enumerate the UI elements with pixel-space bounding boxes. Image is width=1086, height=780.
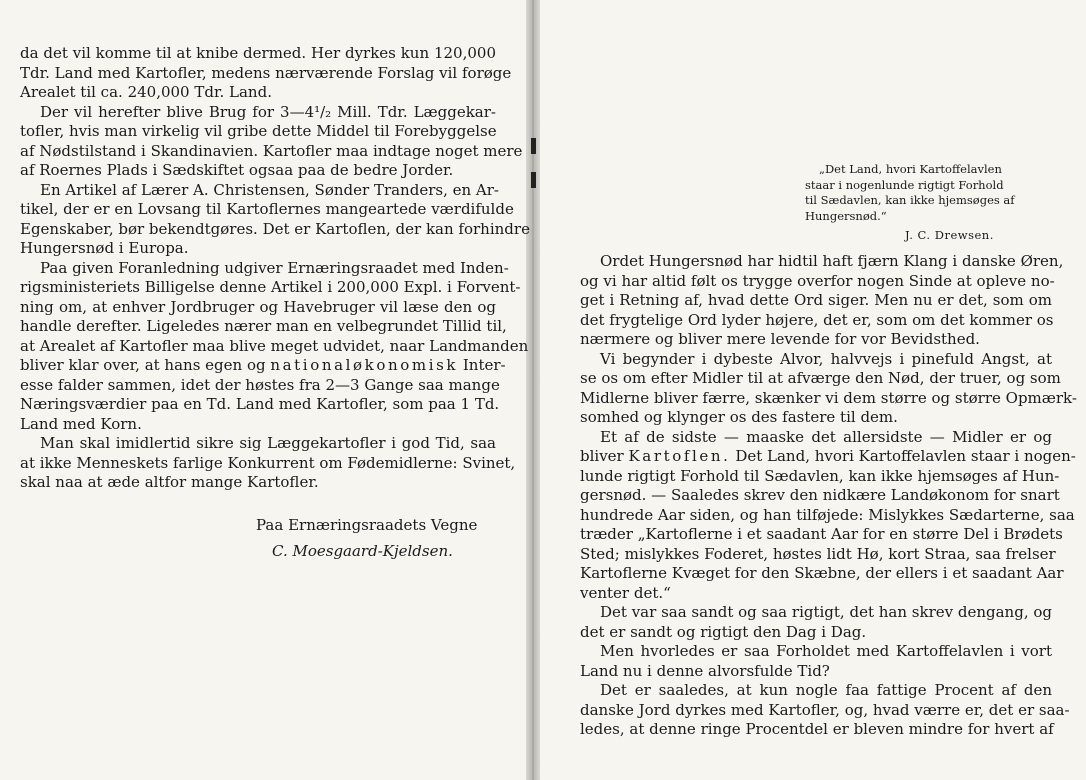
text-line-content: og vi har altid følt os trygge overfor nogen Sinde at opleve no- xyxy=(580,271,1055,290)
text-line xyxy=(20,161,496,181)
text-line xyxy=(20,395,500,415)
text-line xyxy=(20,219,530,240)
text-line-content: somhed og klynger os des fastere til dem. xyxy=(580,408,898,426)
text-line xyxy=(20,200,514,220)
spaced-emphasis-word: nationaløkonomisk xyxy=(270,356,459,374)
text-line xyxy=(580,662,1052,682)
text-line-content: at ikke Menneskets farlige Konkurrent om Fødemidlerne: Svinet, xyxy=(20,453,516,472)
text-line-tail: Det Land, hvori Kartoffelavlen staar i nogen- xyxy=(735,447,1076,465)
text-line xyxy=(20,473,496,493)
text-line-content: venter det.“ xyxy=(580,583,671,602)
text-line-content: at Arealet af Kartofler maa blive meget udvidet, naar Landmanden xyxy=(20,336,529,355)
text-line xyxy=(20,83,496,103)
text-line xyxy=(20,453,516,474)
text-line-content: lunde rigtigt Forhold til Sædavlen, kan ikke hjemsøges af Hun- xyxy=(580,466,1060,485)
text-line-content: tikel, der er en Lovsang til Kartoflernes mangeartede værdifulde xyxy=(20,200,514,218)
text-line-content: danske Jord dyrkes med Kartofler, og, hvad værre er, det er saa- xyxy=(580,700,1070,719)
text-line-content: Næringsværdier paa en Td. Land med Kartofler, som paa 1 Td. xyxy=(20,395,500,413)
text-line xyxy=(580,700,1070,721)
text-line xyxy=(20,141,523,162)
signature-line: Paa Ernæringsraadets Vegne xyxy=(256,516,478,534)
text-line-content: Det er saaledes, at kun nogle faa fattige Procent af den xyxy=(600,681,1052,699)
text-line-content: get i Retning af, hvad dette Ord siger. Men nu er det, som om xyxy=(580,291,1052,309)
text-line xyxy=(580,603,1052,623)
text-line xyxy=(580,525,1063,545)
text-line-content: se os om efter Midler til at afværge den Nød, der truer, og som xyxy=(580,369,1061,387)
text-line-content: af Nødstilstand i Skandinavien. Kartofler maa indtage noget mere xyxy=(20,141,523,160)
text-line-content: tofler, hvis man virkelig vil gribe dette Middel til Forebyggelse xyxy=(20,122,497,140)
text-line-content: Egenskaber, bør bekendtgøres. Det er Kartoflen, der kan forhindre xyxy=(20,219,530,238)
text-line-content: hundrede Aar siden, og han tilføjede: Mislykkes Sædarterne, saa xyxy=(580,505,1075,524)
text-line xyxy=(580,388,1077,409)
text-line-content: handle derefter. Ligeledes nærer man en velbegrundet Tillid til, xyxy=(20,317,507,335)
text-line-content: Land med Korn. xyxy=(20,414,142,433)
text-line-content: Paa given Foranledning udgiver Ernæringsraadet med Inden- xyxy=(40,258,509,277)
text-line xyxy=(580,466,1060,487)
text-line-content: skal naa at æde altfor mange Kartofler. xyxy=(20,473,319,491)
text-line xyxy=(580,291,1052,311)
text-line xyxy=(580,505,1075,526)
text-line-content: Et af de sidste — maaske det allersidste — Midler er og xyxy=(600,427,1052,446)
text-line xyxy=(580,408,1052,428)
binding-mark xyxy=(531,172,536,188)
text-line xyxy=(580,564,1064,584)
text-line-content: esse falder sammen, idet der høstes fra 2—3 Gange saa mange xyxy=(20,375,500,394)
text-line xyxy=(580,252,1064,272)
text-line xyxy=(20,63,512,84)
text-line-content: bliver xyxy=(580,447,624,465)
text-line-content: det frygtelige Ord lyder højere, det er, som om det kommer os xyxy=(580,310,1054,329)
text-line xyxy=(20,44,496,64)
text-line xyxy=(20,415,496,435)
text-line xyxy=(580,584,1052,604)
text-line xyxy=(20,278,521,298)
text-line xyxy=(20,375,500,396)
text-line xyxy=(580,369,1061,389)
text-line xyxy=(580,623,1052,643)
text-line-content: Midlerne bliver færre, skænker vi dem større og større Opmærk- xyxy=(580,388,1077,407)
text-line-content: det er sandt og rigtigt den Dag i Dag. xyxy=(580,622,867,641)
text-line xyxy=(580,428,1052,448)
text-line-tail: Inter- xyxy=(462,356,506,374)
text-line xyxy=(20,336,529,357)
text-line xyxy=(20,317,507,337)
text-line-content: Det var saa sandt og saa rigtigt, det han skrev dengang, og xyxy=(600,603,1052,621)
text-line-content: Vi begynder i dybeste Alvor, halvvejs i pinefuld Angst, at xyxy=(600,349,1052,368)
epigraph-line: Hungersnød.“ xyxy=(805,208,887,223)
epigraph-author: J. C. Drewsen. xyxy=(905,228,994,242)
text-line-content: nærmere og bliver mere levende for vor Bevidsthed. xyxy=(580,330,980,348)
text-line xyxy=(580,681,1052,701)
binding-mark xyxy=(531,138,536,154)
text-line-content: Hungersnød i Europa. xyxy=(20,239,189,257)
text-line-content: bliver klar over, at hans egen og xyxy=(20,356,266,374)
text-line xyxy=(580,544,1056,565)
epigraph-line: til Sædavlen, kan ikke hjemsøges af xyxy=(805,193,1015,207)
text-line-content: ledes, at denne ringe Procentdel er bleven mindre for hvert af xyxy=(580,720,1054,738)
text-line xyxy=(580,311,1052,331)
epigraph-line: staar i nogenlunde rigtigt Forhold xyxy=(805,177,1004,192)
text-line-content: Man skal imidlertid sikre sig Læggekartofler i god Tid, saa xyxy=(40,434,496,452)
epigraph-line: „Det Land, hvori Kartoffelavlen xyxy=(819,162,1002,176)
text-line-content: Arealet til ca. 240,000 Tdr. Land. xyxy=(20,83,272,101)
text-line-content: ning om, at enhver Jordbruger og Havebruger vil læse den og xyxy=(20,297,496,316)
text-line-content: Kartoflerne Kvæget for den Skæbne, der ellers i et saadant Aar xyxy=(580,564,1064,582)
text-line-content: Ordet Hungersnød har hidtil haft fjærn Klang i danske Øren, xyxy=(600,252,1064,270)
left-page-body xyxy=(20,44,530,493)
text-line-content: gersnød. — Saaledes skrev den nidkære Landøkonom for snart xyxy=(580,486,1060,504)
text-line-content: rigsministeriets Billigelse denne Artikel i 200,000 Expl. i Forvent- xyxy=(20,278,521,296)
text-line-content: Men hvorledes er saa Forholdet med Kartoffelavlen i vort xyxy=(600,642,1052,660)
text-line xyxy=(20,298,496,318)
text-line xyxy=(580,720,1052,740)
text-line xyxy=(580,447,1076,467)
text-line-content: af Roernes Plads i Sædskiftet ogsaa paa de bedre Jorder. xyxy=(20,161,454,179)
text-line xyxy=(20,258,509,279)
text-line xyxy=(580,486,1060,506)
text-line-content: Tdr. Land med Kartofler, medens nærværende Forslag vil forøge xyxy=(20,63,512,82)
signature-name: C. Moesgaard-Kjeldsen. xyxy=(272,542,453,560)
text-line-content: En Artikel af Lærer A. Christensen, Sønder Tranders, en Ar- xyxy=(40,180,499,199)
text-line xyxy=(20,434,496,454)
text-line xyxy=(580,271,1055,292)
right-page-body xyxy=(580,252,1077,740)
text-line xyxy=(20,122,496,142)
text-line-content: Sted; mislykkes Foderet, høstes lidt Hø, kort Straa, saa frelser xyxy=(580,544,1056,563)
book-gutter xyxy=(526,0,540,780)
text-line xyxy=(20,239,496,259)
text-line xyxy=(580,642,1052,662)
text-line-content: da det vil komme til at knibe dermed. Her dyrkes kun 120,000 xyxy=(20,44,496,62)
text-line-content: Der vil herefter blive Brug for 3—4¹/₂ Mill. Tdr. Læggekar- xyxy=(40,102,496,121)
text-line xyxy=(580,350,1052,370)
text-line xyxy=(20,180,499,201)
text-line-content: træder „Kartoflerne i et saadant Aar for en større Del i Brødets xyxy=(580,525,1063,543)
text-line xyxy=(20,356,506,376)
text-line-content: Land nu i denne alvorsfulde Tid? xyxy=(580,661,830,680)
epigraph-quote xyxy=(805,162,1025,224)
text-line xyxy=(580,330,1052,350)
text-line xyxy=(20,103,496,123)
spaced-emphasis-word: Kartoflen. xyxy=(628,447,731,465)
